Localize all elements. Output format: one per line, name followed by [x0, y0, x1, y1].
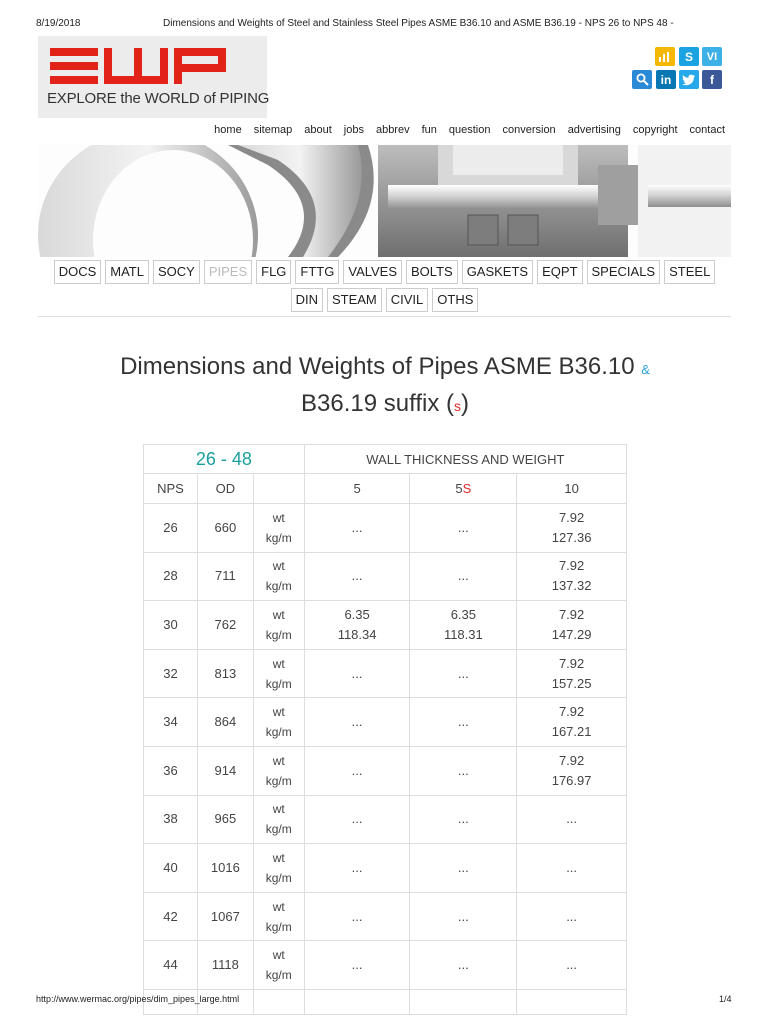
cell-c5s [410, 941, 517, 990]
wall-thickness: ... [351, 811, 363, 827]
nav-advertising[interactable]: advertising [567, 124, 621, 136]
valve-illustration [38, 145, 731, 257]
cell-nps: 28 [144, 552, 198, 601]
cell-units [253, 892, 304, 941]
cell-c5 [304, 552, 410, 601]
title-line2-close: ) [460, 390, 469, 417]
wall-thickness: ... [566, 811, 578, 827]
wall-thickness: ... [351, 665, 363, 681]
cell-c5 [304, 892, 410, 941]
unit-wt: wt [272, 510, 285, 525]
cell-units [253, 844, 304, 893]
cell-c10 [517, 649, 627, 698]
wall-thickness: 7.92 [558, 509, 585, 525]
col-sch-10: 10 [517, 474, 627, 504]
cell-nps: 44 [144, 941, 198, 990]
wall-thickness: ... [457, 665, 469, 681]
ewp-logo-icon [50, 48, 230, 84]
wall-thickness: ... [457, 762, 469, 778]
col-5s-number: 5 [455, 481, 463, 496]
wall-thickness: ... [457, 908, 469, 924]
table-row [144, 504, 627, 553]
cat-eqpt[interactable]: EQPT [537, 260, 582, 284]
title-line1: Dimensions and Weights of Pipes ASME B36.10 [120, 353, 635, 380]
cat-steam[interactable]: STEAM [327, 288, 382, 312]
wall-thickness: ... [351, 519, 363, 535]
title-s-suffix: s [453, 398, 461, 414]
size-range: 26 - 48 [144, 445, 305, 474]
wall-thickness: ... [457, 519, 469, 535]
unit-kgm: kg/m [265, 773, 292, 788]
cell-c5s [410, 504, 517, 553]
unit-wt: wt [272, 607, 285, 622]
cell-c5s [410, 601, 517, 650]
cell-units [253, 746, 304, 795]
cell-od: 864 [197, 698, 253, 747]
cell-c5 [304, 941, 410, 990]
cell-od: 1118 [197, 941, 253, 990]
unit-kgm: kg/m [265, 870, 292, 885]
cat-valves[interactable]: VALVES [343, 260, 402, 284]
unit-wt: wt [272, 899, 285, 914]
cat-docs[interactable]: DOCS [54, 260, 102, 284]
nav-jobs[interactable]: jobs [343, 124, 364, 136]
nav-conversion[interactable]: conversion [502, 124, 556, 136]
cell-nps: 34 [144, 698, 198, 747]
table-row [144, 892, 627, 941]
unit-wt: wt [272, 850, 285, 865]
cell-nps: 26 [144, 504, 198, 553]
cell-c10 [517, 844, 627, 893]
cell-c10 [517, 698, 627, 747]
nav-copyright[interactable]: copyright [632, 124, 678, 136]
cell-od: 1067 [197, 892, 253, 941]
cell-units [253, 504, 304, 553]
print-title: Dimensions and Weights of Steel and Stainless Steel Pipes ASME B36.10 and ASME B36.19 - NPS 26 to NPS 48 - [163, 18, 674, 29]
cell-units [253, 649, 304, 698]
cat-civil[interactable]: CIVIL [386, 288, 429, 312]
nav-sitemap[interactable]: sitemap [253, 124, 293, 136]
cell-c5 [304, 698, 410, 747]
nav-contact[interactable]: contact [689, 124, 725, 136]
cat-socy[interactable]: SOCY [153, 260, 200, 284]
wall-thickness: ... [566, 957, 578, 973]
cell-c5 [304, 649, 410, 698]
cell-od: 660 [197, 504, 253, 553]
wall-thickness: ... [566, 908, 578, 924]
nav-question[interactable]: question [448, 124, 491, 136]
unit-wt: wt [272, 948, 285, 963]
wall-thickness: ... [351, 568, 363, 584]
wall-thickness: ... [457, 568, 469, 584]
cat-fttg[interactable]: FTTG [295, 260, 339, 284]
unit-kgm: kg/m [265, 919, 292, 934]
wall-thickness: 7.92 [558, 558, 585, 574]
cell-c5s [410, 844, 517, 893]
table-row [144, 795, 627, 844]
col-sch-5s [410, 474, 517, 504]
cell-c5s [410, 649, 517, 698]
group-header: WALL THICKNESS AND WEIGHT [304, 445, 626, 474]
weight: 118.31 [443, 626, 483, 642]
cat-flg[interactable]: FLG [256, 260, 291, 284]
cat-bolts[interactable]: BOLTS [406, 260, 458, 284]
table-row [144, 941, 627, 990]
cell-c5 [304, 601, 410, 650]
weight: 137.32 [551, 578, 592, 594]
vi-icon[interactable]: VI [702, 47, 722, 66]
cell-units [253, 552, 304, 601]
unit-kgm: kg/m [265, 676, 292, 691]
cell-nps: 40 [144, 844, 198, 893]
cell-c5s [410, 552, 517, 601]
logo-tagline: EXPLORE the WORLD of PIPING [47, 90, 270, 107]
nav-abbrev[interactable]: abbrev [375, 124, 410, 136]
wall-thickness: 7.92 [558, 606, 585, 622]
wall-thickness: 6.35 [344, 606, 370, 622]
print-date: 8/19/2018 [36, 18, 81, 29]
col-5s-suffix: S [462, 481, 472, 496]
unit-wt: wt [272, 802, 285, 817]
weight: 167.21 [551, 724, 592, 740]
print-page-number: 1/4 [719, 994, 732, 1004]
weight: 127.36 [551, 529, 592, 545]
nav-home[interactable]: home [214, 124, 242, 136]
cell-units [253, 601, 304, 650]
wall-thickness: 7.92 [558, 704, 585, 720]
cell-c5s [410, 746, 517, 795]
pipe-dimensions-table [143, 444, 627, 1015]
cat-oths[interactable]: OTHS [432, 288, 478, 312]
unit-kgm: kg/m [265, 579, 292, 594]
cell-nps: 36 [144, 746, 198, 795]
cell-c5 [304, 844, 410, 893]
cell-c5s [410, 698, 517, 747]
table-row [144, 649, 627, 698]
wall-thickness: 7.92 [558, 752, 585, 768]
forum-icon[interactable] [655, 47, 675, 66]
wall-thickness: ... [351, 859, 363, 875]
table-row [144, 746, 627, 795]
weight: 176.97 [551, 772, 592, 788]
cat-specials[interactable]: SPECIALS [587, 260, 661, 284]
cell-c10 [517, 941, 627, 990]
unit-kgm: kg/m [265, 968, 292, 983]
nav-divider [38, 316, 731, 317]
wall-thickness: 6.35 [450, 606, 476, 622]
search-icon[interactable] [632, 70, 652, 89]
facebook-icon[interactable]: f [702, 70, 722, 89]
site-logo[interactable] [38, 36, 270, 118]
print-header [0, 0, 768, 36]
col-sch-5: 5 [304, 474, 410, 504]
cell-c5 [304, 746, 410, 795]
unit-wt: wt [272, 559, 285, 574]
cell-od: 1016 [197, 844, 253, 893]
unit-wt: wt [272, 753, 285, 768]
cat-gaskets[interactable]: GASKETS [462, 260, 533, 284]
unit-wt: wt [272, 656, 285, 671]
table-row [144, 698, 627, 747]
top-nav [202, 124, 725, 136]
unit-wt: wt [272, 705, 285, 720]
unit-kgm: kg/m [265, 725, 292, 740]
cell-od: 965 [197, 795, 253, 844]
cell-nps: 42 [144, 892, 198, 941]
wall-thickness: ... [351, 714, 363, 730]
weight: 157.25 [551, 675, 592, 691]
wall-thickness: ... [457, 714, 469, 730]
cell-c10 [517, 892, 627, 941]
wall-thickness: ... [457, 811, 469, 827]
col-nps: NPS [144, 474, 198, 504]
cell-nps: 30 [144, 601, 198, 650]
cell-units [253, 698, 304, 747]
wall-thickness: ... [457, 957, 469, 973]
linkedin-icon[interactable]: in [656, 70, 676, 89]
cell-c10 [517, 504, 627, 553]
unit-kgm: kg/m [265, 627, 292, 642]
nav-about[interactable]: about [304, 124, 332, 136]
cell-nps: 38 [144, 795, 198, 844]
banner-image [38, 145, 731, 257]
cell-c5s [410, 795, 517, 844]
wall-thickness: ... [566, 859, 578, 875]
table-row [144, 844, 627, 893]
unit-kgm: kg/m [265, 822, 292, 837]
cell-od: 914 [197, 746, 253, 795]
col-od: OD [197, 474, 253, 504]
cell-od: 711 [197, 552, 253, 601]
cell-c10 [517, 795, 627, 844]
cell-c10 [517, 746, 627, 795]
wall-thickness: ... [351, 957, 363, 973]
category-nav [38, 258, 731, 312]
col-units-blank [253, 474, 304, 504]
cell-od: 762 [197, 601, 253, 650]
cell-c10 [517, 601, 627, 650]
wall-thickness: 7.92 [558, 655, 585, 671]
cell-units [253, 795, 304, 844]
wall-thickness: ... [351, 762, 363, 778]
print-url: http://www.wermac.org/pipes/dim_pipes_large.html [36, 994, 240, 1004]
weight: 147.29 [551, 626, 592, 642]
cell-c5 [304, 795, 410, 844]
cat-din[interactable]: DIN [291, 288, 323, 312]
cat-steel[interactable]: STEEL [664, 260, 715, 284]
cell-nps: 32 [144, 649, 198, 698]
unit-kgm: kg/m [265, 530, 292, 545]
title-amp: & [641, 362, 650, 377]
wall-thickness: ... [351, 908, 363, 924]
cell-od: 813 [197, 649, 253, 698]
skype-icon[interactable]: S [679, 47, 699, 66]
nav-fun[interactable]: fun [421, 124, 437, 136]
cell-units [253, 941, 304, 990]
wall-thickness: ... [457, 859, 469, 875]
cell-c5 [304, 504, 410, 553]
cat-matl[interactable]: MATL [105, 260, 149, 284]
table-row [144, 601, 627, 650]
title-line2: B36.19 suffix ( [301, 390, 454, 417]
table-body [144, 504, 627, 990]
table-row [144, 552, 627, 601]
cell-c5s [410, 892, 517, 941]
twitter-icon[interactable] [679, 70, 699, 89]
weight: 118.34 [337, 626, 377, 642]
cell-c10 [517, 552, 627, 601]
page-title [60, 350, 710, 423]
cat-pipes[interactable]: PIPES [204, 260, 252, 284]
